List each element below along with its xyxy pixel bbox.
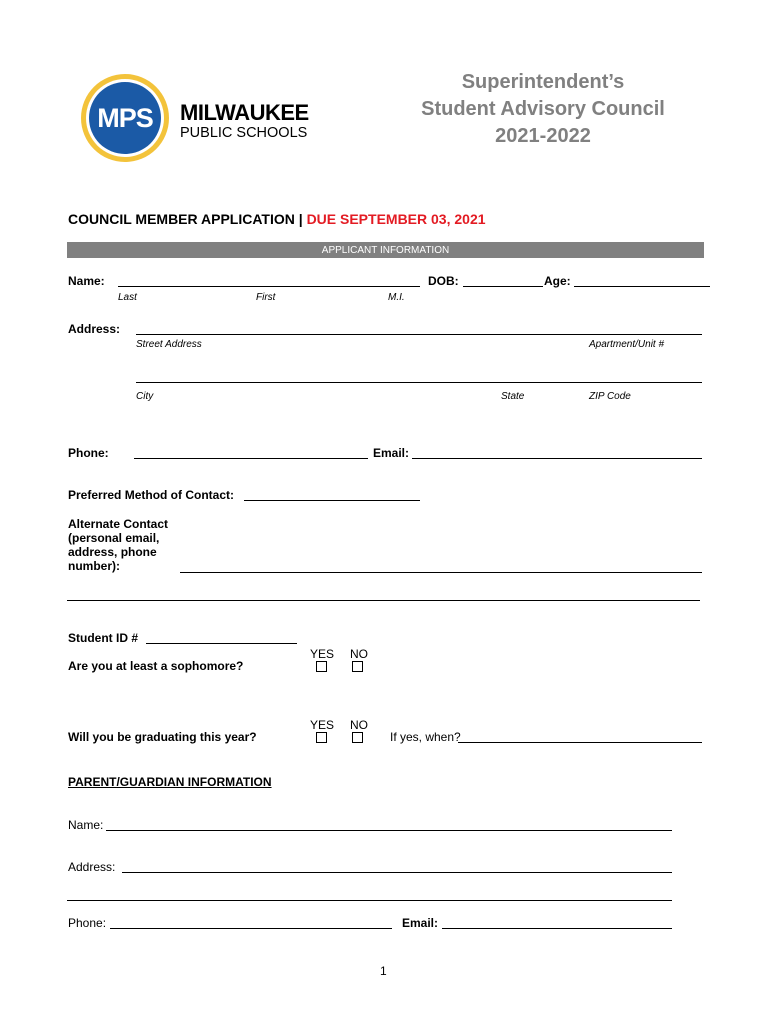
sophomore-question: Are you at least a sophomore?: [68, 659, 244, 673]
state-caption: State: [501, 391, 525, 402]
guardian-email-field[interactable]: [442, 928, 672, 929]
guardian-address-field-extra[interactable]: [67, 900, 672, 901]
guardian-phone-field[interactable]: [110, 928, 392, 929]
age-label: Age:: [544, 274, 571, 288]
last-name-caption: Last: [118, 292, 137, 303]
alternate-contact-label-line1: Alternate Contact: [68, 517, 169, 531]
alternate-contact-field[interactable]: [180, 572, 702, 573]
street-address-caption: Street Address: [136, 339, 202, 350]
application-due-date: DUE SEPTEMBER 03, 2021: [306, 211, 486, 227]
age-field[interactable]: [574, 286, 710, 287]
council-title-line3: 2021-2022: [495, 125, 591, 147]
name-field[interactable]: [118, 286, 420, 287]
graduation-date-field[interactable]: [458, 742, 702, 743]
mps-logo-name-line1: MILWAUKEE: [180, 100, 309, 125]
guardian-name-field[interactable]: [106, 830, 672, 831]
phone-field[interactable]: [134, 458, 368, 459]
applicant-information-bar: APPLICANT INFORMATION: [67, 242, 704, 258]
student-id-field[interactable]: [146, 643, 297, 644]
page-number: 1: [380, 964, 387, 978]
alternate-contact-label-line2: (personal email,: [68, 531, 160, 545]
graduating-no-label: NO: [350, 718, 368, 732]
middle-initial-caption: M.I.: [388, 292, 405, 303]
email-label: Email:: [373, 446, 410, 460]
graduating-yes-label: YES: [310, 718, 335, 732]
apartment-unit-caption: Apartment/Unit #: [589, 339, 665, 350]
guardian-email-label: Email:: [402, 916, 439, 930]
council-title: [390, 69, 696, 150]
alternate-contact-label-line3: address, phone: [68, 545, 157, 559]
alternate-contact-label-line4: number):: [68, 559, 120, 573]
council-title-line1: Superintendent’s: [461, 71, 625, 93]
zip-code-caption: ZIP Code: [589, 391, 631, 402]
student-id-label: Student ID #: [68, 631, 139, 645]
alternate-contact-field-extra[interactable]: [67, 600, 700, 601]
email-field[interactable]: [412, 458, 702, 459]
preferred-contact-field[interactable]: [244, 500, 420, 501]
guardian-name-label: Name:: [68, 818, 104, 832]
mps-logo: [79, 72, 319, 164]
sophomore-no-checkbox[interactable]: [352, 661, 363, 672]
preferred-contact-label: Preferred Method of Contact:: [68, 488, 235, 502]
graduation-date-label: If yes, when?: [390, 730, 461, 744]
guardian-section-title: PARENT/GUARDIAN INFORMATION: [68, 775, 272, 789]
mps-logo-name-line2: PUBLIC SCHOOLS: [180, 125, 308, 141]
city-state-zip-field[interactable]: [136, 382, 702, 383]
mps-logo-initials: MPS: [97, 103, 153, 133]
graduating-no-checkbox[interactable]: [352, 732, 363, 743]
dob-label: DOB:: [428, 274, 459, 288]
street-address-field[interactable]: [136, 334, 702, 335]
alternate-contact-label: [68, 517, 168, 573]
name-label: Name:: [68, 274, 105, 288]
phone-label: Phone:: [68, 446, 109, 460]
council-title-line2: Student Advisory Council: [421, 98, 665, 120]
first-name-caption: First: [256, 292, 276, 303]
application-title-text: COUNCIL MEMBER APPLICATION |: [68, 211, 303, 227]
dob-field[interactable]: [463, 286, 543, 287]
application-title: [68, 211, 486, 227]
sophomore-yes-checkbox[interactable]: [316, 661, 327, 672]
sophomore-yes-label: YES: [310, 647, 335, 661]
guardian-address-field[interactable]: [122, 872, 672, 873]
sophomore-no-label: NO: [350, 647, 368, 661]
address-label: Address:: [68, 322, 121, 336]
guardian-phone-label: Phone:: [68, 916, 107, 930]
graduating-question: Will you be graduating this year?: [68, 730, 257, 744]
city-caption: City: [136, 391, 154, 402]
graduating-yes-checkbox[interactable]: [316, 732, 327, 743]
guardian-address-label: Address:: [68, 860, 116, 874]
